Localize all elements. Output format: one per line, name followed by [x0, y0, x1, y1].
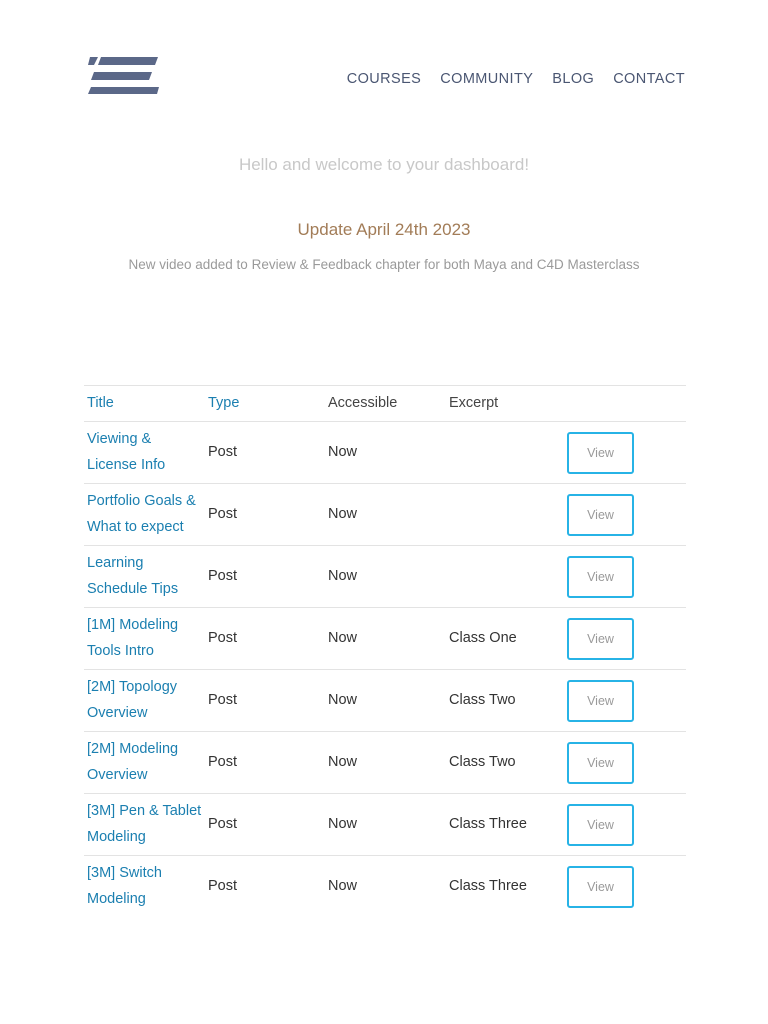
- stacked-bars-logo: [88, 57, 160, 95]
- row-title-link[interactable]: [2M] Topology Overview: [87, 679, 178, 721]
- row-type: Post: [208, 877, 238, 894]
- row-accessible: Now: [328, 877, 358, 894]
- row-title-link[interactable]: Viewing & License Info: [87, 431, 166, 473]
- row-title-link[interactable]: [3M] Switch Modeling: [87, 865, 162, 907]
- row-type: Post: [208, 443, 238, 460]
- update-text: New video added to Review & Feedback chapter for both Maya and C4D Masterclass: [128, 257, 640, 272]
- main-nav: [347, 71, 685, 87]
- row-type: Post: [208, 815, 238, 832]
- content-table: [84, 385, 686, 917]
- table-row: [84, 794, 686, 856]
- view-button[interactable]: View: [567, 804, 634, 846]
- nav-community[interactable]: COMMUNITY: [440, 71, 534, 87]
- row-excerpt: Class Three: [449, 877, 527, 894]
- view-button[interactable]: View: [567, 432, 634, 474]
- row-type: Post: [208, 753, 238, 770]
- view-button[interactable]: View: [567, 494, 634, 536]
- row-title-link[interactable]: [3M] Pen & Tablet Modeling: [87, 803, 202, 845]
- row-excerpt: Class Two: [449, 753, 516, 770]
- row-accessible: Now: [328, 753, 358, 770]
- header-type[interactable]: Type: [208, 394, 240, 411]
- view-button[interactable]: View: [567, 866, 634, 908]
- table-row: [84, 856, 686, 917]
- row-excerpt: Class One: [449, 629, 517, 646]
- nav-contact[interactable]: CONTACT: [613, 71, 685, 87]
- row-type: Post: [208, 629, 238, 646]
- update-heading: Update April 24th 2023: [297, 220, 471, 239]
- view-button[interactable]: View: [567, 680, 634, 722]
- table-row: [84, 670, 686, 732]
- row-title-link[interactable]: Learning Schedule Tips: [87, 555, 179, 597]
- table-row: [84, 484, 686, 546]
- table-row: [84, 732, 686, 794]
- table-row: [84, 608, 686, 670]
- row-title-link[interactable]: [1M] Modeling Tools Intro: [87, 617, 179, 659]
- row-type: Post: [208, 505, 238, 522]
- site-header: [0, 0, 768, 120]
- row-excerpt: Class Two: [449, 691, 516, 708]
- row-title-link[interactable]: [2M] Modeling Overview: [87, 741, 179, 783]
- header-title[interactable]: Title: [87, 394, 114, 411]
- view-button[interactable]: View: [567, 618, 634, 660]
- row-type: Post: [208, 691, 238, 708]
- nav-blog[interactable]: BLOG: [552, 71, 595, 87]
- nav-courses[interactable]: COURSES: [346, 71, 422, 87]
- view-button[interactable]: View: [567, 742, 634, 784]
- row-excerpt: Class Three: [449, 815, 527, 832]
- table-header-row: [84, 386, 686, 422]
- logo-icon[interactable]: [88, 57, 160, 95]
- row-accessible: Now: [328, 567, 358, 584]
- table-row: [84, 422, 686, 484]
- row-accessible: Now: [328, 443, 358, 460]
- header-excerpt: Excerpt: [449, 394, 499, 411]
- view-button[interactable]: View: [567, 556, 634, 598]
- row-title-link[interactable]: Portfolio Goals & What to expect: [87, 493, 196, 535]
- row-accessible: Now: [328, 629, 358, 646]
- row-accessible: Now: [328, 815, 358, 832]
- table-row: [84, 546, 686, 608]
- row-type: Post: [208, 567, 238, 584]
- row-accessible: Now: [328, 691, 358, 708]
- row-accessible: Now: [328, 505, 358, 522]
- welcome-message: Hello and welcome to your dashboard!: [238, 155, 530, 174]
- header-accessible: Accessible: [328, 394, 398, 411]
